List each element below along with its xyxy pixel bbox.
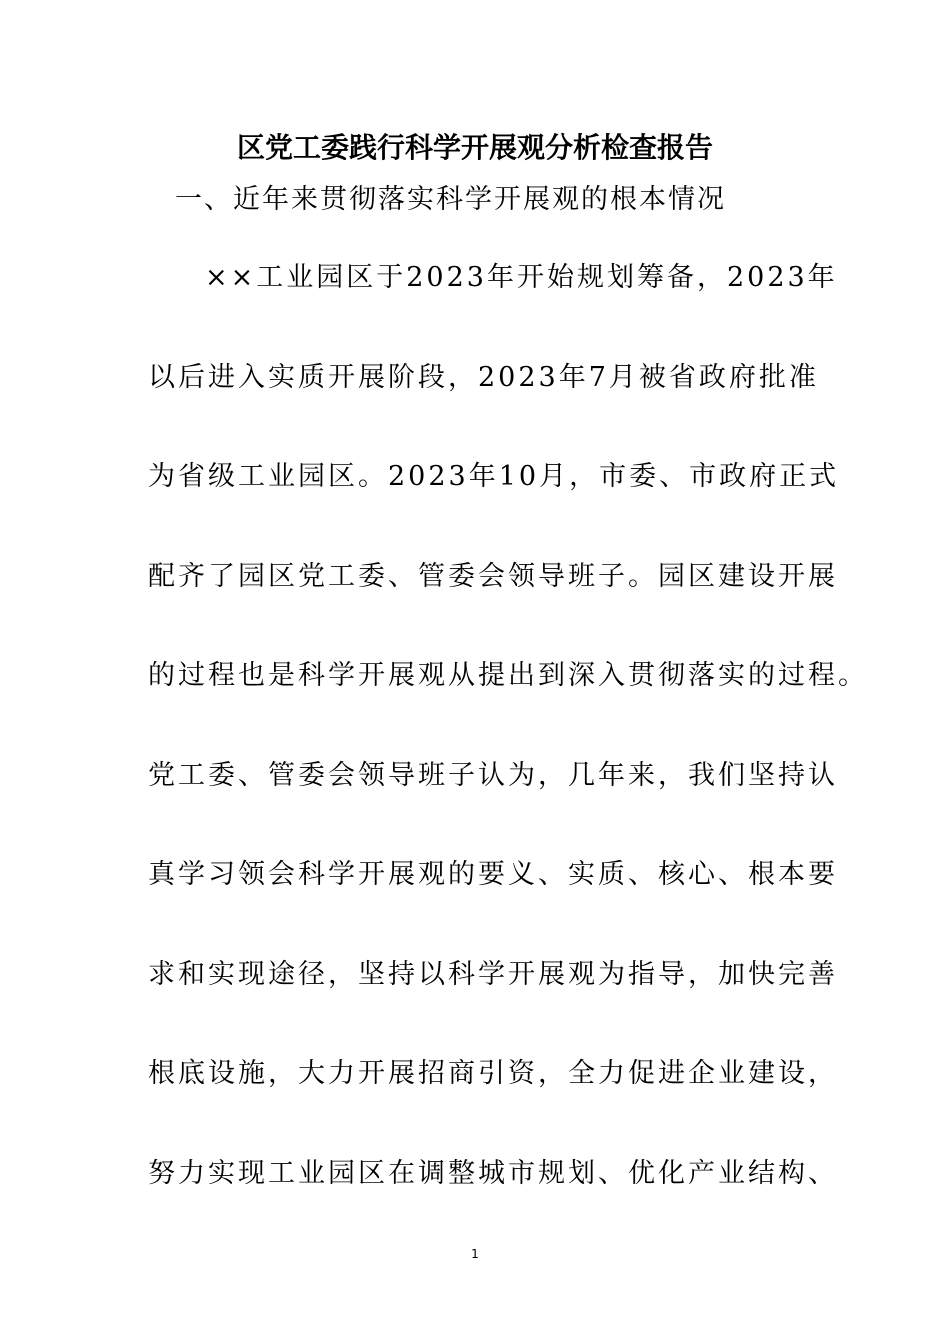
body-line-1: ××工业园区于2023年开始规划筹备，2023年 [205,262,838,293]
body-line-5: 的过程也是科学开展观从提出到深入贯彻落实的过程。 [148,660,868,691]
body-line-2: 以后进入实质开展阶段，2023年7月被省政府批准 [148,362,819,393]
document-title: 区党工委践行科学开展观分析检查报告 [236,131,713,164]
body-line-10: 努力实现工业园区在调整城市规划、优化产业结构、 [148,1158,838,1189]
body-line-3: 为省级工业园区。2023年10月，市委、市政府正式 [148,461,840,492]
body-line-6: 党工委、管委会领导班子认为，几年来，我们坚持认 [148,760,838,791]
page-number: 1 [471,1247,479,1261]
body-line-9: 根底设施，大力开展招商引资，全力促进企业建设， [148,1058,838,1089]
section-heading: 一、近年来贯彻落实科学开展观的根本情况 [175,184,726,215]
body-line-7: 真学习领会科学开展观的要义、实质、核心、根本要 [148,859,838,890]
body-line-4: 配齐了园区党工委、管委会领导班子。园区建设开展 [148,561,838,592]
body-line-8: 求和实现途径，坚持以科学开展观为指导，加快完善 [148,959,838,990]
